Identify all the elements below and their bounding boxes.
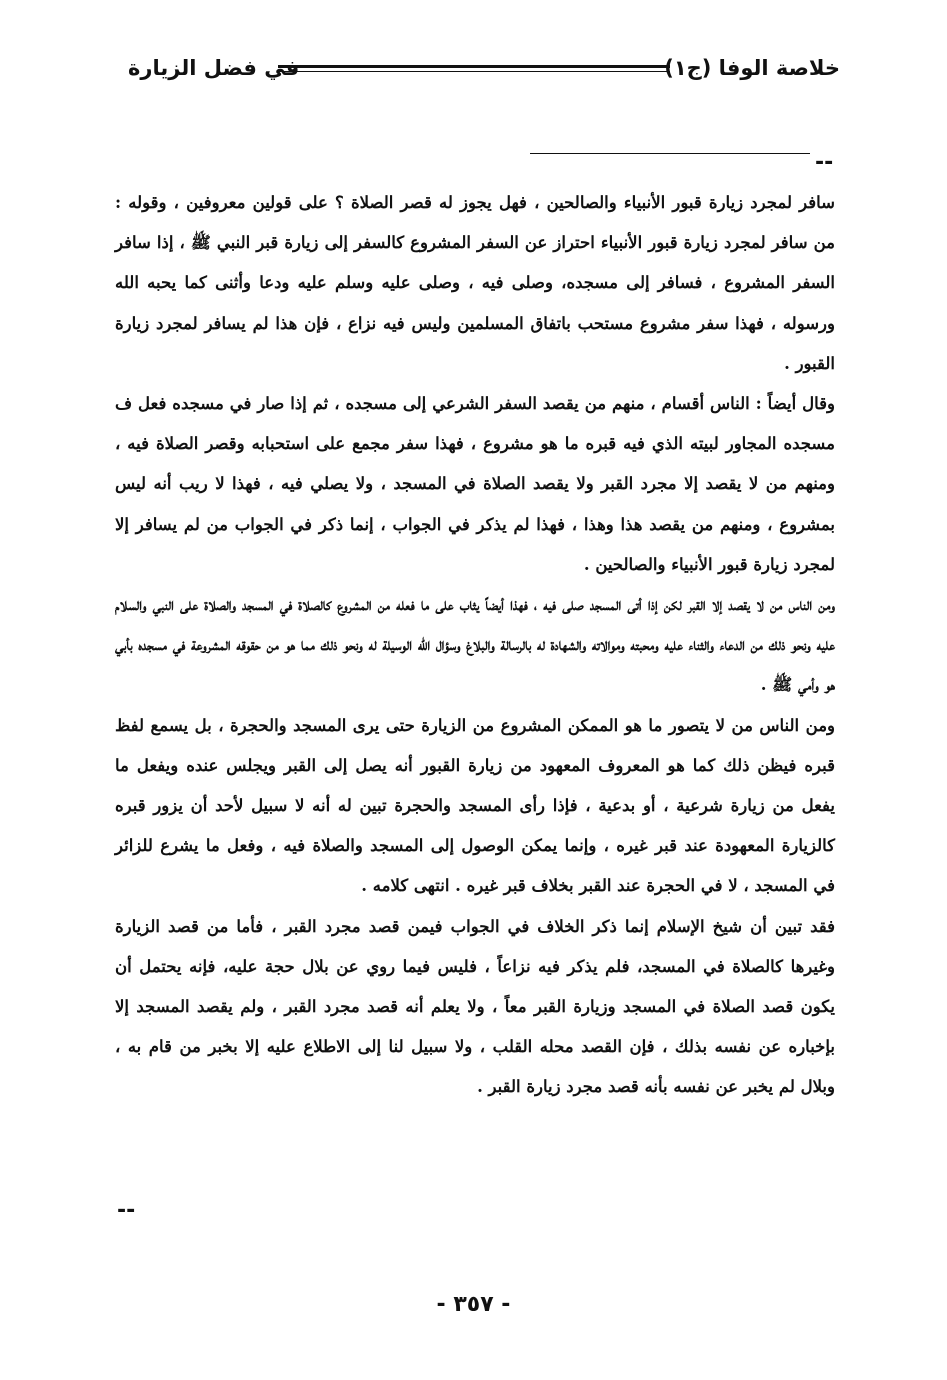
main-text [115, 183, 835, 1108]
paragraph: ومن الناس من لا يتصور ما هو الممكن المشروع من الزيارة حتى يرى المسجد والحجرة ، بل يسمع لفظ قبره فيظن ذلك كما هو المعروف المعهود من زيارة القبور أنه يصل إلى القبر ويجلس عنده ويفعل ما يفعل من زيارة شرعية ، أو بدعية ، فإذا رأى المسجد والحجرة تبين له أنه لا سبيل لأحد أن يزور قبره كالزيارة المعهودة عند قبر غيره ، وإنما يمكن الوصول إلى المسجد والصلاة فيه ، وفعل ما يشرع للزائر في المسجد ، لا في الحجرة عند القبر بخلاف قبر غيره . انتهى كلامه . [115, 715, 835, 896]
running-header [128, 52, 840, 92]
paragraph: فقد تبين أن شيخ الإسلام إنما ذكر الخلاف في الجواب فيمن قصد مجرد القبر ، فأما من قصد الزيارة وغيرها كالصلاة في المسجد، فلم يذكر فيه نزاعاً ، فليس فيما روي عن بلال حجة عليه، فإنه يحتمل أن يكون قصد الصلاة في المسجد وزيارة القبر معاً ، ولا يعلم أنه قصد مجرد القبر ، ولم يقصد المسجد إلا بإخباره عن نفسه بذلك ، فإن القصد محله القلب ، ولا سبيل لنا إلى الاطلاع عليه إلا بخبر من قام به ، وبلال لم يخبر عن نفسه بأنه قصد مجرد زيارة القبر . [115, 916, 835, 1097]
paragraph: وقال أيضاً : الناس أقسام ، منهم من يقصد السفر الشرعي إلى مسجده ، ثم إذا صار في مسجده فعل ف مسجده المجاور لبيته الذي فيه قبره ما هو مشروع ، فهذا سفر مجمع على استحبابه وقصر الصلاة فيه ، ومنهم من لا يقصد إلا مجرد القبر ولا يقصد الصلاة في المسجد ، ولا يصلي فيه ، فهذا لا ريب أنه ليس بمشروع ، ومنهم من يقصد هذا وهذا ، فهذا لم يذكر في الجواب ، إنما ذكر في الجواب من لم يسافر إلا لمجرد زيارة قبور الأنبياء والصالحين . [115, 394, 835, 574]
footnote-marker-top: -- [815, 150, 834, 175]
footnote-separator [530, 153, 810, 154]
section-title: في فضل الزيارة [128, 56, 300, 80]
page-number: - ٣٥٧ - [436, 1292, 511, 1317]
footnote-marker-bottom: -- [117, 1198, 136, 1223]
book-title: خلاصة الوفا (ج١) [664, 56, 840, 80]
paragraph: سافر لمجرد زيارة قبور الأنبياء والصالحين ، فهل يجوز له قصر الصلاة ؟ على قولين معروفين ، وقوله : من سافر لمجرد زيارة قبور الأنبياء احتراز عن السفر المشروع كالسفر إلى زيارة قبر النبي ﷺ ، إذا سافر السفر المشروع ، فسافر إلى مسجده، وصلى فيه ، وصلى عليه وسلم عليه ودعا وأثنى كما يحبه الله ورسوله ، فهذا سفر مشروع مستحب باتفاق المسلمين وليس فيه نزاع ، فإن هذا لم يسافر لمجرد زيارة القبور . [115, 193, 835, 373]
header-rule [278, 65, 670, 72]
paragraph: ومن الناس من لا يقصد إلا القبر لكن إذا أتى المسجد صلى فيه ، فهذا أيضاً يثاب على ما فعله من المشروع كالصلاة في المسجد والصلاة على النبي والسلام عليه ونحو ذلك من الدعاء والثناء عليه ومحبته وموالاته والشهادة له بالرسالة والبلاغ وسؤال الله الوسيلة له ونحو ذلك مما هو من حقوقه المشروعة في مسجده بأبي هو وأمي ﷺ . [115, 595, 835, 695]
